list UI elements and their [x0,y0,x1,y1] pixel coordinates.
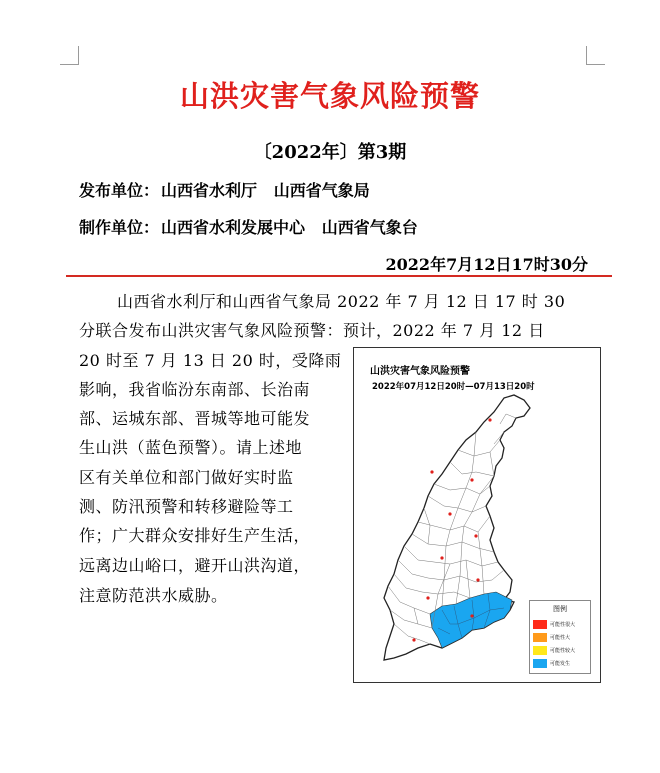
legend-swatch [533,659,547,668]
body-line: 20 时至 7 月 13 日 20 时，受降雨 [79,351,342,370]
legend-item [530,631,590,644]
legend-swatch [533,646,547,655]
legend-item [530,644,590,657]
legend-label: 可能性大 [550,635,571,641]
body-line: 远离边山峪口，避开山洪沟道， [79,556,311,575]
body-line: 部、运城东部、晋城等地可能发 [79,409,311,428]
issue-time: 2022年7月12日17时30分 [385,255,588,274]
margin-mark-top-right [586,46,605,65]
body-line: 分联合发布山洪灾害气象风险预警：预计，2022 年 7 月 12 日 [79,321,545,340]
red-divider [66,275,612,277]
legend-label: 可能发生 [550,661,571,667]
legend-title: 图例 [553,605,567,613]
warning-map [353,347,601,683]
producer-value: 山西省水利发展中心 山西省气象台 [161,218,418,237]
legend-item [530,657,590,670]
producer-label: 制作单位： [79,218,160,237]
margin-mark-top-left [60,46,79,65]
map-legend [529,600,591,674]
producer-line [79,215,420,238]
publisher-value: 山西省水利厅 山西省气象局 [161,181,370,200]
legend-label: 可能性较大 [550,648,576,654]
body-line: 生山洪（蓝色预警）。请上述地 [79,438,303,457]
body-line: 区有关单位和部门做好实时监 [79,468,294,487]
issue-number: 〔2022年〕第3期 [253,142,407,163]
legend-item [530,618,590,631]
body-line: 注意防范洪水威胁。 [79,586,228,605]
legend-swatch [533,620,547,629]
document-title: 山洪灾害气象风险预警 [179,79,480,113]
map-subtitle: 2022年07月12日20时—07月13日20时 [372,382,535,392]
body-line: 影响，我省临汾东南部、长治南 [79,380,311,399]
publisher-line [79,178,372,201]
body-line: 山西省水利厅和山西省气象局 2022 年 7 月 12 日 17 时 30 [117,292,566,311]
publisher-label: 发布单位： [79,181,160,200]
legend-swatch [533,633,547,642]
map-title: 山洪灾害气象风险预警 [370,366,470,377]
legend-label: 可能性很大 [550,622,576,628]
body-line: 作；广大群众安排好生产生活， [79,526,311,545]
body-line: 测、防汛预警和转移避险等工 [79,497,294,516]
